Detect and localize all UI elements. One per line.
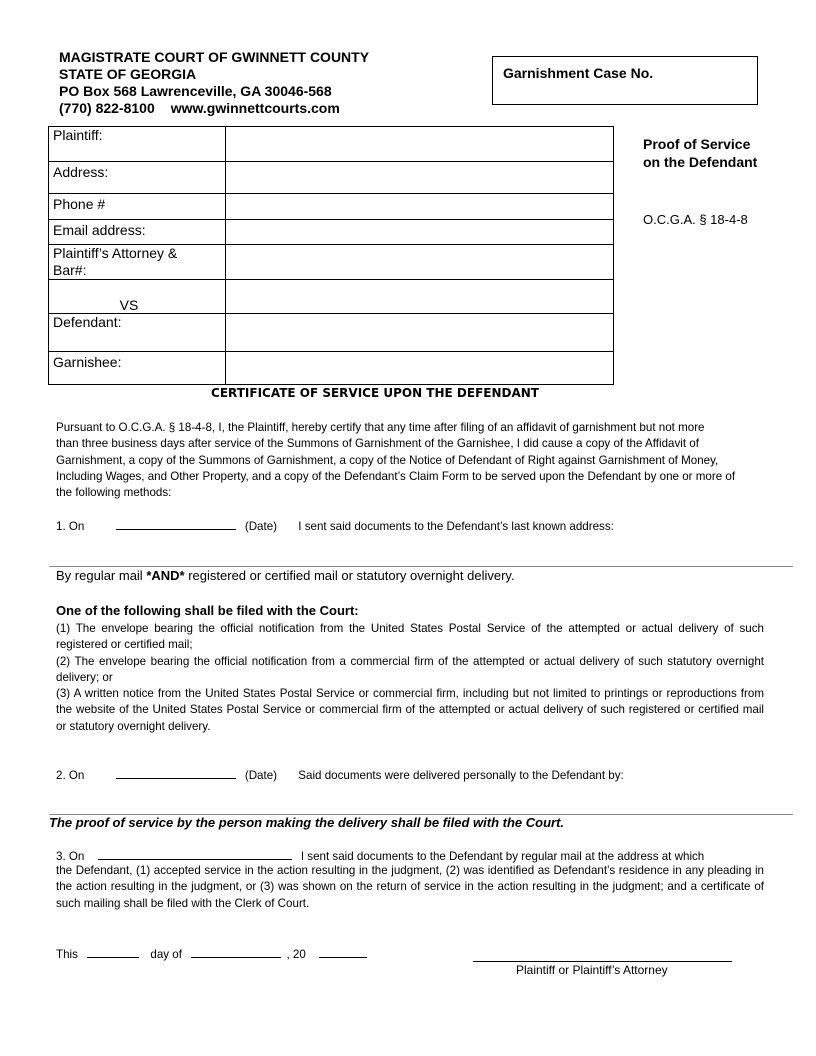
vs-label: VS xyxy=(49,280,226,314)
table-row xyxy=(49,127,614,162)
item-1-date-label: (Date) xyxy=(244,520,278,533)
mail-line-before: By regular mail xyxy=(56,568,147,583)
list-item: (3) A written notice from the United States Postal Service or commercial firm, including but not limited to printings or reproductions from the website of the United States Postal Service or commercial firm of the attempted or actual delivery of such registered or certified mail or statutory overnight delivery. xyxy=(56,687,764,733)
item-1-prefix: 1. On xyxy=(56,520,85,533)
defendant-label: Defendant: xyxy=(49,314,226,352)
case-number-box[interactable] xyxy=(492,56,758,105)
attorney-label-line2: Bar#: xyxy=(53,262,87,278)
table-row xyxy=(49,194,614,220)
email-field[interactable] xyxy=(226,220,614,245)
court-website[interactable]: www.gwinnettcourts.com xyxy=(170,100,340,116)
table-row xyxy=(49,352,614,385)
intro-line: Garnishment, a copy of the Summons of Garnishment, a copy of the Notice of Defendant of Right against Garnishment of Money, xyxy=(56,453,719,467)
intro-line: Pursuant to O.C.G.A. § 18-4-8, I, the Plaintiff, hereby certify that any time after filing of an affidavit of garnishment but not more xyxy=(56,421,705,434)
filed-title: One of the following shall be filed with the Court: xyxy=(56,603,359,618)
certificate-title: CERTIFICATE OF SERVICE UPON THE DEFENDANT xyxy=(211,386,539,400)
signature-line[interactable] xyxy=(473,961,732,962)
item-2-prefix: 2. On xyxy=(56,769,85,782)
phone-label: Phone # xyxy=(49,194,226,220)
intro-paragraph xyxy=(56,420,776,501)
court-phone: (770) 822-8100 xyxy=(59,100,155,116)
item-1-date-input[interactable] xyxy=(116,517,236,530)
list-item: (1) The envelope bearing the official notification from the United States Postal Service of the attempted or actual delivery of such registered or certified mail; xyxy=(56,622,764,652)
intro-line: Including Wages, and Other Property, and a copy of the Defendant’s Claim Form to be served upon the Defendant by one or more of xyxy=(56,469,736,483)
address-divider xyxy=(49,566,793,567)
mail-line-after: registered or certified mail or statutory overnight delivery. xyxy=(184,568,515,583)
item-2-text: Said documents were delivered personally to the Defendant by: xyxy=(298,769,624,782)
year-input[interactable] xyxy=(319,945,367,958)
form-title xyxy=(643,135,757,171)
intro-line: than three business days after service of the Summons of Garnishment of the Garnishee, I did cause a copy of the Affidavit of xyxy=(56,437,699,451)
vs-field[interactable] xyxy=(226,280,614,314)
email-label: Email address: xyxy=(49,220,226,245)
attorney-field[interactable] xyxy=(226,245,614,280)
attorney-label xyxy=(49,245,226,280)
year-prefix: , 20 xyxy=(286,948,306,961)
item-3-prefix: 3. On xyxy=(56,850,85,863)
attorney-label-line1: Plaintiff’s Attorney & xyxy=(53,245,178,261)
table-row xyxy=(49,280,614,314)
signature-label: Plaintiff or Plaintiff’s Attorney xyxy=(516,963,668,977)
plaintiff-label: Plaintiff: xyxy=(49,127,226,162)
item-3-date-input[interactable] xyxy=(98,847,292,860)
item-2 xyxy=(56,766,624,784)
intro-line: the following methods: xyxy=(56,486,172,500)
case-number-label: Garnishment Case No. xyxy=(503,65,654,81)
mail-method-line xyxy=(56,568,515,583)
garnishee-label: Garnishee: xyxy=(49,352,226,385)
court-header xyxy=(59,49,369,117)
list-item: (2) The envelope bearing the official notification from a commercial firm of the attempted or actual delivery of such statutory overnight delivery; or xyxy=(56,654,764,684)
phone-field[interactable] xyxy=(226,194,614,220)
parties-table xyxy=(48,126,614,385)
item-1-text: I sent said documents to the Defendant’s last known address: xyxy=(298,520,614,533)
table-row xyxy=(49,220,614,245)
item-1 xyxy=(56,517,614,535)
court-contact xyxy=(59,100,369,117)
item-3-text: I sent said documents to the Defendant by regular mail at the address at which xyxy=(300,850,705,863)
statute-reference: O.C.G.A. § 18-4-8 xyxy=(643,212,748,227)
mail-line-and: *AND* xyxy=(146,568,185,583)
table-row xyxy=(49,162,614,194)
table-row xyxy=(49,314,614,352)
court-state: STATE OF GEORGIA xyxy=(59,66,197,82)
form-title-line2: on the Defendant xyxy=(643,154,758,170)
day-input[interactable] xyxy=(87,945,139,958)
defendant-field[interactable] xyxy=(226,314,614,352)
item-2-date-input[interactable] xyxy=(116,766,236,779)
proof-statement: The proof of service by the person making the delivery shall be filed with the Court. xyxy=(49,815,565,830)
form-title-line1: Proof of Service xyxy=(643,136,751,152)
table-row xyxy=(49,245,614,280)
month-input[interactable] xyxy=(191,945,281,958)
day-of-label: day of xyxy=(150,948,182,961)
garnishee-field[interactable] xyxy=(226,352,614,385)
address-field[interactable] xyxy=(226,162,614,194)
court-address: PO Box 568 Lawrenceville, GA 30046-568 xyxy=(59,83,332,99)
filed-list xyxy=(56,621,764,735)
address-label: Address: xyxy=(49,162,226,194)
item-2-date-label: (Date) xyxy=(244,769,278,782)
item-3-continuation: the Defendant, (1) accepted service in the action resulting in the judgment, (2) was identified as Defendant’s residence in any pleading in the action resulting in the judgment, or (3) was shown on the return of service in the action resulting in the judgment; and a certificate of such mailing shall be filed with the Clerk of Court. xyxy=(56,864,764,910)
date-signed-line xyxy=(56,945,367,963)
this-label: This xyxy=(56,948,78,961)
court-name: MAGISTRATE COURT OF GWINNETT COUNTY xyxy=(59,49,370,65)
plaintiff-field[interactable] xyxy=(226,127,614,162)
